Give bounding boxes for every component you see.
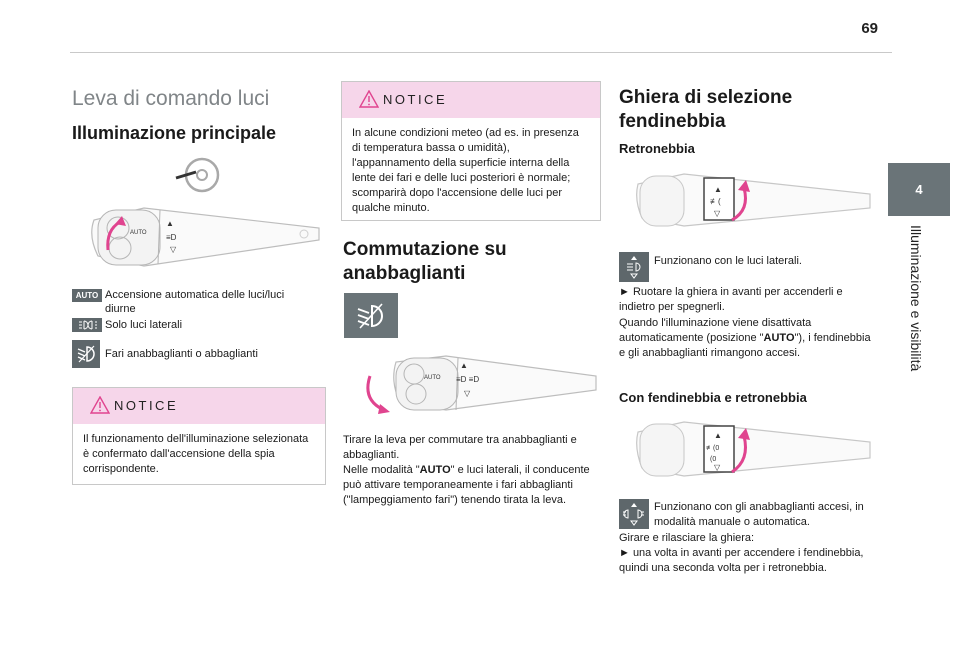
legend-text: Fari anabbaglianti o abbaglianti <box>105 348 258 360</box>
legend-item <box>72 340 312 368</box>
icon-note <box>619 499 871 530</box>
svg-text:▽: ▽ <box>714 463 721 472</box>
auto-icon: AUTO <box>72 289 102 302</box>
notice-header <box>342 82 600 118</box>
warning-icon <box>90 396 110 414</box>
chapter-title-text: Illuminazione e visibilità <box>908 225 924 372</box>
rear-fog-light-icon <box>619 252 649 282</box>
paragraph: Tirare la leva per commutare tra anabbaglianti e abbaglianti. <box>343 434 577 461</box>
icon-note-text: Funzionano con le luci laterali. <box>654 255 802 267</box>
dip-switch-illustration <box>356 352 601 414</box>
svg-text:▲: ▲ <box>166 219 174 228</box>
notice-header <box>73 388 325 424</box>
svg-text:≡D ≡D: ≡D ≡D <box>456 375 480 384</box>
subsection-title: Con fendinebbia e retronebbia <box>619 390 807 405</box>
svg-text:≢(: ≢( <box>710 197 721 206</box>
paragraph: ► Ruotare la ghiera in avanti per accenderli e indietro per spegnerli. <box>619 286 843 313</box>
legend-text: Solo luci laterali <box>105 319 183 331</box>
svg-text:≡D: ≡D <box>166 233 177 242</box>
notice-text: Il funzionamento dell'illuminazione selezionata è confermato dall'accensione della spia corrispondente. <box>83 433 309 475</box>
svg-text:AUTO: AUTO <box>130 230 147 236</box>
fog-lights-icon <box>619 499 649 529</box>
page-number: 69 <box>861 20 878 37</box>
text-part-bold: AUTO <box>763 332 795 344</box>
front-rear-fog-lever-illustration <box>634 418 874 482</box>
svg-text:▲: ▲ <box>460 361 468 370</box>
icon-note <box>619 252 869 282</box>
notice-text: In alcune condizioni meteo (ad es. in presenza di temperatura bassa o umidità), l'appannamento della superficie interna della lente dei fari e delle luci posteriori è normale; scomparirà dopo l'accensione delle luci per qualche minuto. <box>352 127 579 214</box>
legend-list <box>72 288 312 368</box>
paragraph <box>343 463 599 508</box>
text-part: " e luci laterali, il conducente può attivare temporaneamente i fari abbaglianti ("lampeggiamento fari") tenendo tirata la leva. <box>343 464 590 506</box>
subsection-title: Retronebbia <box>619 141 695 156</box>
chapter-side-title <box>906 225 926 425</box>
paragraph: ► una volta in avanti per accendere i fendinebbia, quindi una seconda volta per i retronebbia. <box>619 547 864 574</box>
chapter-tab[interactable]: 4 <box>888 163 950 216</box>
rear-fog-lever-illustration <box>634 170 874 232</box>
legend-item <box>72 318 312 332</box>
header-divider <box>70 52 892 53</box>
notice-label: NOTICE <box>383 92 448 107</box>
steering-wheel-icon <box>174 155 224 195</box>
svg-text:▲: ▲ <box>714 185 722 194</box>
svg-text:▽: ▽ <box>464 389 471 398</box>
svg-text:≢(0: ≢(0 <box>706 445 720 452</box>
section-title: Commutazione su anabbaglianti <box>343 239 507 284</box>
paragraph: Girare e rilasciare la ghiera: <box>619 532 755 544</box>
legend-text: Accensione automatica delle luci/luci diurne <box>105 289 285 315</box>
text-part: "), i fendinebbia e gli anabbaglianti rimangono accesi. <box>619 332 871 359</box>
headlights-icon <box>72 340 100 368</box>
section-title: Leva di comando luci <box>72 87 270 110</box>
text-part-bold: AUTO <box>419 464 451 476</box>
svg-text:▽: ▽ <box>714 209 721 218</box>
headlights-icon <box>344 293 398 338</box>
light-lever-illustration <box>84 200 326 272</box>
side-lights-icon <box>72 318 102 332</box>
warning-icon <box>359 90 379 108</box>
svg-text:(0: (0 <box>710 456 717 463</box>
notice-box <box>341 81 601 221</box>
notice-label: NOTICE <box>114 398 179 413</box>
notice-box <box>72 387 326 485</box>
svg-text:AUTO: AUTO <box>424 375 441 381</box>
svg-text:▽: ▽ <box>170 245 177 254</box>
section-subtitle: Illuminazione principale <box>72 123 277 143</box>
paragraph <box>619 316 871 361</box>
icon-note-text: Funzionano con gli anabbaglianti accesi, in modalità manuale o automatica. <box>654 501 864 528</box>
svg-text:▲: ▲ <box>714 431 722 440</box>
text-part: Quando l'illuminazione viene disattivata automaticamente (posizione " <box>619 317 812 344</box>
legend-item <box>72 288 312 316</box>
section-title: Ghiera di selezione fendinebbia <box>619 87 793 132</box>
text-part: Nelle modalità " <box>343 464 420 476</box>
